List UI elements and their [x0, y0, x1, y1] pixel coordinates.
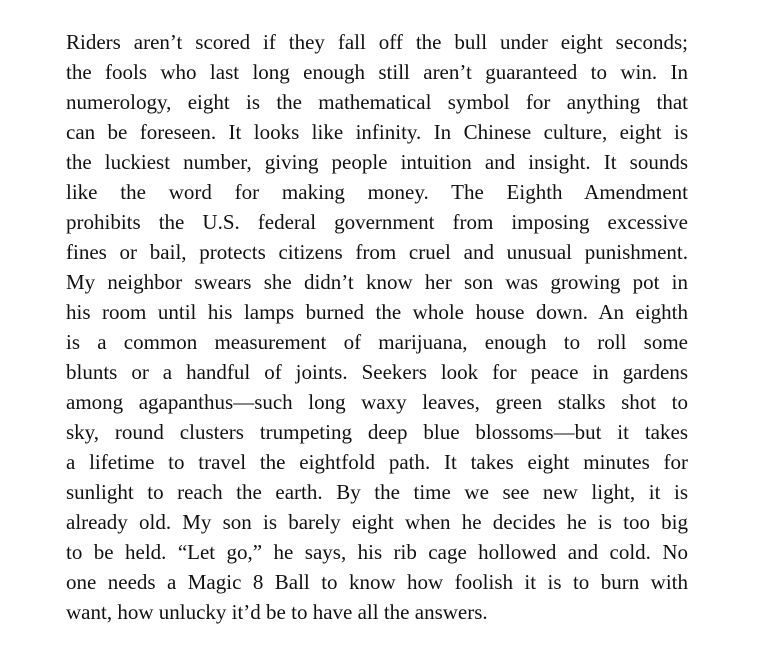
text-line: Riders aren’t scored if they fall off the bull under eight seconds;: [66, 30, 688, 54]
text-line: to be held. “Let go,” he says, his rib cage hollowed and cold. No: [66, 540, 688, 564]
text-line: is a common measurement of marijuana, enough to roll some: [66, 330, 688, 354]
text-line: fines or bail, protects citizens from cruel and unusual punishment.: [66, 240, 688, 264]
text-line: My neighbor swears she didn’t know her son was growing pot in: [66, 270, 688, 294]
text-line: blunts or a handful of joints. Seekers look for peace in gardens: [66, 360, 688, 384]
text-line: the luckiest number, giving people intuition and insight. It sounds: [66, 150, 688, 174]
text-line-last: want, how unlucky it’d be to have all the answers.: [66, 600, 488, 624]
text-line: like the word for making money. The Eighth Amendment: [66, 180, 688, 204]
text-line: sky, round clusters trumpeting deep blue blossoms—but it takes: [66, 420, 688, 444]
text-line: prohibits the U.S. federal government from imposing excessive: [66, 210, 688, 234]
text-line: one needs a Magic 8 Ball to know how foolish it is to burn with: [66, 570, 688, 594]
text-line: his room until his lamps burned the whole house down. An eighth: [66, 300, 688, 324]
text-line: can be foreseen. It looks like infinity. In Chinese culture, eight is: [66, 120, 688, 144]
text-line: a lifetime to travel the eightfold path. It takes eight minutes for: [66, 450, 688, 474]
text-line: sunlight to reach the earth. By the time we see new light, it is: [66, 480, 688, 504]
text-line: the fools who last long enough still aren’t guaranteed to win. In: [66, 60, 688, 84]
prose-paragraph: [66, 27, 688, 627]
text-line: among agapanthus—such long waxy leaves, green stalks shot to: [66, 390, 688, 414]
text-line: already old. My son is barely eight when he decides he is too big: [66, 510, 688, 534]
text-line: numerology, eight is the mathematical symbol for anything that: [66, 90, 688, 114]
